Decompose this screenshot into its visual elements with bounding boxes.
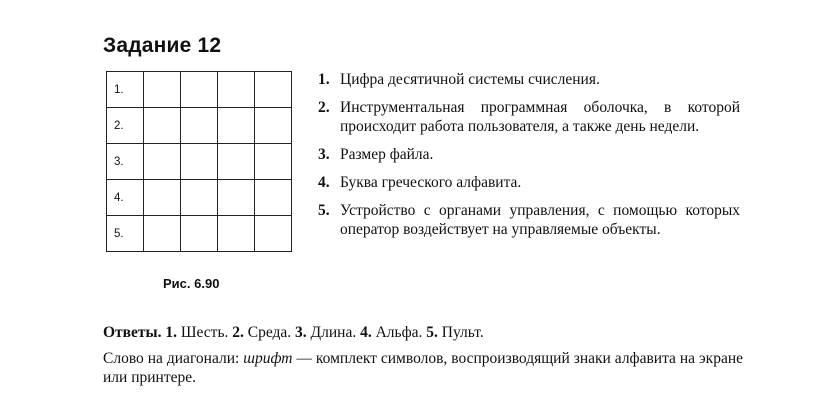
grid-row-label: 3. bbox=[107, 144, 144, 180]
clue-item bbox=[318, 201, 740, 239]
answer-word: Среда. bbox=[247, 324, 292, 341]
grid-cell bbox=[181, 108, 218, 144]
grid-cell bbox=[255, 72, 292, 108]
grid-row-label: 4. bbox=[107, 180, 144, 216]
answer-number: 2. bbox=[232, 324, 244, 341]
answer-word: Шесть. bbox=[180, 324, 229, 341]
grid-cell bbox=[144, 144, 181, 180]
grid-cell bbox=[218, 180, 255, 216]
answer-number: 1. bbox=[165, 324, 178, 341]
grid-cell bbox=[218, 144, 255, 180]
diagonal-definition: — комплект символов, воспроизводящий знаки алфавита на экране или принтере. bbox=[103, 350, 744, 386]
grid-row bbox=[107, 72, 292, 108]
answer-word: Длина. bbox=[310, 324, 357, 341]
grid-cell bbox=[181, 144, 218, 180]
grid-cell bbox=[255, 216, 292, 252]
grid-row bbox=[107, 108, 292, 144]
clue-number: 4. bbox=[318, 174, 330, 191]
grid-cell bbox=[144, 216, 181, 252]
task-title: Задание 12 bbox=[103, 34, 222, 57]
answer-word: Альфа. bbox=[375, 324, 423, 341]
grid-row-label: 5. bbox=[107, 216, 144, 252]
grid-cell bbox=[218, 108, 255, 144]
grid-row-label: 1. bbox=[107, 72, 144, 108]
clue-item bbox=[318, 145, 740, 164]
clue-text: Инструментальная программная оболочка, в которой происходит работа пользователя, а также день недели. bbox=[340, 99, 740, 135]
answer-number: 3. bbox=[295, 324, 307, 341]
diagonal-word-note bbox=[103, 349, 743, 387]
grid-cell bbox=[144, 180, 181, 216]
diagonal-word: шрифт bbox=[243, 350, 293, 367]
answer-number: 5. bbox=[426, 324, 438, 341]
diagonal-lead: Слово на диагонали: bbox=[103, 350, 240, 367]
clue-item bbox=[318, 70, 740, 89]
clue-list bbox=[318, 70, 740, 248]
answers-line bbox=[103, 323, 743, 342]
grid-cell bbox=[144, 108, 181, 144]
clue-text: Буква греческого алфавита. bbox=[340, 174, 522, 191]
clue-text: Цифра десятичной системы счисления. bbox=[340, 71, 600, 88]
grid-cell bbox=[255, 180, 292, 216]
grid-cell bbox=[144, 72, 181, 108]
clue-number: 5. bbox=[318, 202, 330, 219]
answers-label: Ответы. bbox=[103, 324, 162, 341]
clue-number: 2. bbox=[318, 99, 330, 116]
grid-row-label: 2. bbox=[107, 108, 144, 144]
grid-cell bbox=[255, 108, 292, 144]
clue-text: Устройство с органами управления, с помощью которых оператор воздействует на управляемые объекты. bbox=[340, 202, 740, 238]
grid-cell bbox=[255, 144, 292, 180]
answer-number: 4. bbox=[360, 324, 372, 341]
grid-cell bbox=[218, 72, 255, 108]
answer-word: Пульт. bbox=[441, 324, 484, 341]
grid-cell bbox=[218, 216, 255, 252]
clue-text: Размер файла. bbox=[340, 146, 434, 163]
clue-number: 3. bbox=[318, 146, 330, 163]
grid-row bbox=[107, 144, 292, 180]
grid-cell bbox=[181, 216, 218, 252]
figure-caption: Рис. 6.90 bbox=[163, 276, 220, 291]
grid-cell bbox=[181, 180, 218, 216]
clue-item bbox=[318, 98, 740, 136]
crossword-grid bbox=[106, 71, 292, 252]
clue-item bbox=[318, 173, 740, 192]
grid-row bbox=[107, 216, 292, 252]
grid-cell bbox=[181, 72, 218, 108]
grid-row bbox=[107, 180, 292, 216]
clue-number: 1. bbox=[318, 71, 330, 88]
